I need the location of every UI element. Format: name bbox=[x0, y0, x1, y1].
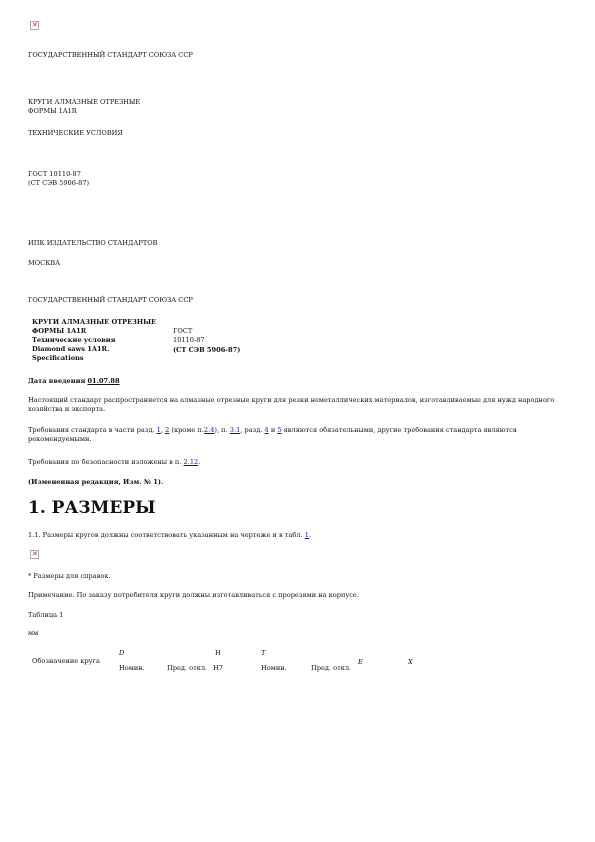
title-left-line2: ФОРМЫ 1A1R bbox=[32, 327, 87, 335]
publisher: ИПК ИЗДАТЕЛЬСТВО СТАНДАРТОВ bbox=[28, 239, 158, 247]
amendment-note: (Измененная редакция, Изм. № 1). bbox=[28, 478, 164, 486]
table-label: Таблица 1 bbox=[28, 611, 64, 619]
title-right-line1: ГОСТ bbox=[173, 327, 193, 335]
link-item-3-1[interactable]: 3.1 bbox=[229, 426, 241, 434]
product-title-line2: ФОРМЫ 1A1R bbox=[28, 107, 77, 115]
link-section-1[interactable]: 1 bbox=[156, 426, 161, 434]
col-X: X bbox=[408, 658, 413, 666]
col-E: E bbox=[358, 658, 363, 666]
date-value: 01.07.88 bbox=[87, 377, 120, 385]
tech-conditions: ТЕХНИЧЕСКИЕ УСЛОВИЯ bbox=[28, 129, 123, 137]
standard-title-2: ГОСУДАРСТВЕННЫЙ СТАНДАРТ СОЮЗА ССР bbox=[28, 296, 193, 304]
link-table-1[interactable]: 1 bbox=[304, 531, 309, 539]
introduction-date bbox=[28, 377, 120, 386]
title-left-line3: Технические условия bbox=[32, 336, 116, 344]
title-left-line4: Diamond saws 1A1R. bbox=[32, 345, 110, 353]
note: Примечание. По заказу потребителя круги должны изготавливаться с прорезями на корпусе. bbox=[28, 591, 359, 599]
drawing-broken-image-icon bbox=[30, 550, 39, 559]
requirements-paragraph: Требования стандарта в части разд. 1, 2 (кроме п.2.4), п. 3.1, разд. 4 и 5 являются обязательными, другие требования стандарта являются рекомендуемыми. bbox=[28, 426, 517, 443]
col-H: H bbox=[215, 649, 221, 657]
safety-paragraph: Требования по безопасности изложены в п. 2.12. bbox=[28, 458, 201, 466]
col-D: D bbox=[119, 649, 125, 657]
link-section-2[interactable]: 2 bbox=[165, 426, 170, 434]
col-H-h7: H7 bbox=[213, 664, 223, 672]
gost-number: ГОСТ 10110-87 bbox=[28, 170, 81, 178]
unit-label: мм bbox=[28, 629, 39, 637]
link-section-5[interactable]: 5 bbox=[277, 426, 282, 434]
standard-title: ГОСУДАРСТВЕННЫЙ СТАНДАРТ СОЮЗА ССР bbox=[28, 51, 193, 59]
link-item-2-12[interactable]: 2.12 bbox=[183, 458, 199, 466]
col-T-nom: Номин. bbox=[261, 664, 287, 672]
footnote: * Размеры для справок. bbox=[28, 572, 111, 580]
section-heading: 1. РАЗМЕРЫ bbox=[28, 498, 156, 518]
st-sev-number: (СТ СЭВ 5906-87) bbox=[28, 179, 90, 187]
title-right-line3: (СТ СЭВ 5906-87) bbox=[173, 346, 241, 354]
title-left-line1: КРУГИ АЛМАЗНЫЕ ОТРЕЗНЫЕ bbox=[32, 318, 157, 326]
item-1-1: 1.1. Размеры кругов должны соответствовать указанным на чертеже и в табл. 1. bbox=[28, 531, 312, 539]
title-left-line5: Specifications bbox=[32, 354, 84, 362]
product-title-line1: КРУГИ АЛМАЗНЫЕ ОТРЕЗНЫЕ bbox=[28, 98, 141, 106]
date-label: Дата введения bbox=[28, 377, 86, 385]
city: МОСКВА bbox=[28, 259, 61, 267]
broken-image-icon bbox=[30, 21, 39, 30]
link-section-4[interactable]: 4 bbox=[264, 426, 269, 434]
link-item-2-4[interactable]: 2.4 bbox=[203, 426, 215, 434]
col-T: T bbox=[261, 649, 266, 657]
title-right-line2: 10110-87 bbox=[173, 336, 205, 344]
col-designation: Обозначение круга bbox=[32, 657, 100, 665]
col-D-dev: Пред. откл. bbox=[167, 664, 208, 672]
col-T-dev: Пред. откл. bbox=[311, 664, 352, 672]
scope-paragraph: Настоящий стандарт распространяется на алмазные отрезные круги для резки неметаллических материалов, изготавливаемые для нужд народного хозяйства и экспорта. bbox=[28, 396, 555, 413]
col-D-nom: Номин. bbox=[119, 664, 145, 672]
